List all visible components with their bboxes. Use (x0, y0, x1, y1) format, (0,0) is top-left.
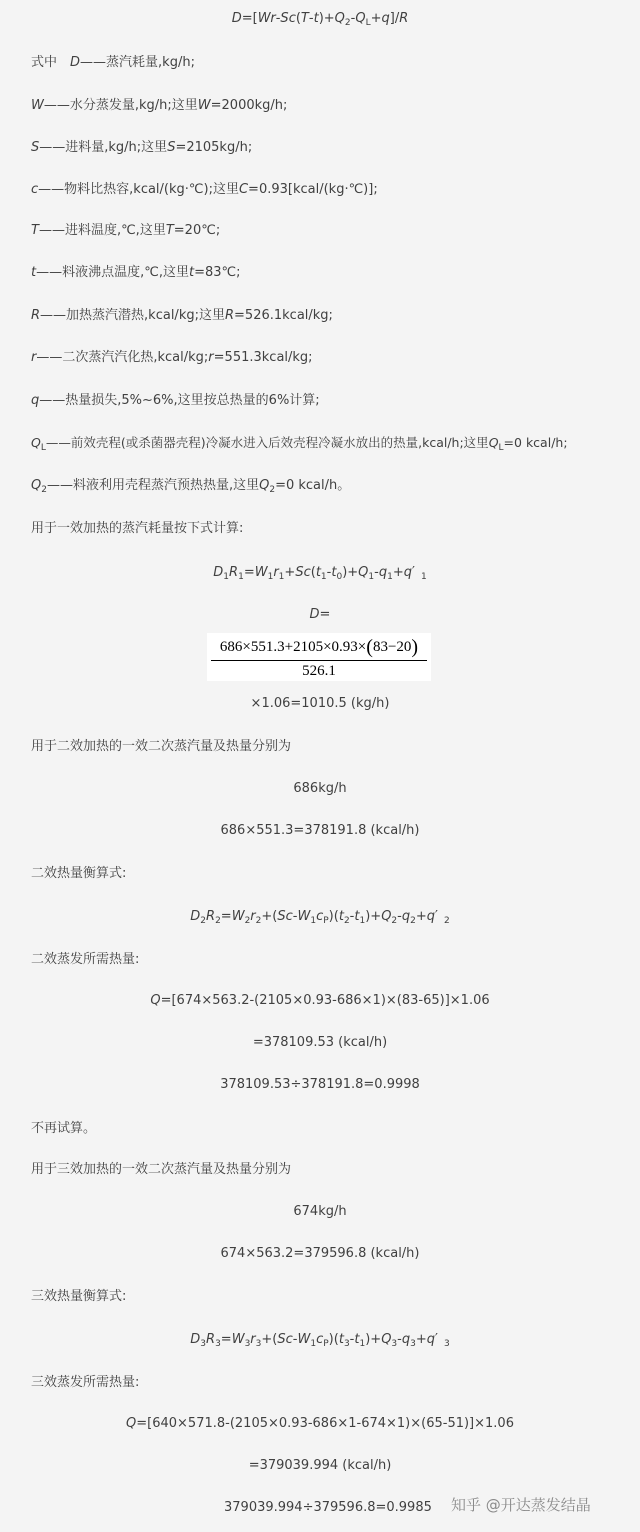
def-t-boil: t——料液沸点温度,℃,这里t=83℃; (31, 265, 241, 280)
def-w: W——水分蒸发量,kg/h;这里W=2000kg/h; (31, 98, 288, 113)
value-378109: =378109.53 (kcal/h) (252, 1035, 388, 1050)
fraction-denominator: 526.1 (302, 663, 336, 679)
value-378191: 686×551.3=378191.8 (kcal/h) (220, 823, 420, 838)
result-effect1: ×1.06=1010.5 (kg/h) (250, 696, 390, 711)
value-379039: =379039.994 (kcal/h) (248, 1458, 392, 1473)
def-r-latent: R——加热蒸汽潜热,kcal/kg;这里R=526.1kcal/kg; (31, 308, 333, 323)
fraction-formula (207, 633, 431, 681)
watermark: 知乎 @开达蒸发结晶 (451, 1496, 591, 1514)
def-r-vapor: r——二次蒸汽汽化热,kcal/kg;r=551.3kcal/kg; (31, 350, 313, 365)
para-effect1: 用于一效加热的蒸汽耗量按下式计算: (31, 521, 244, 536)
def-ql: $Q_L——$前效壳程(或杀菌器壳程)冷凝水进入后效壳程冷凝水放出的热量,kcal/h;这里$Q_L=0$ kcal/h; (31, 435, 568, 453)
para-effect2-vapor: 用于二效加热的一效二次蒸汽量及热量分别为 (31, 739, 292, 754)
para-effect3-vapor: 用于三效加热的一效二次蒸汽量及热量分别为 (31, 1162, 292, 1177)
value-379596: 674×563.2=379596.8 (kcal/h) (220, 1246, 420, 1261)
def-t-feed: T——进料温度,℃,这里T=20℃; (31, 223, 221, 238)
def-c: c——物料比热容,kcal/(kg·℃);这里C=0.93[kcal/(kg·℃)]; (31, 182, 378, 197)
eq-q-effect3: Q=[640×571.8-(2105×0.93-686×1-674×1)×(65-51)]×1.06 (126, 1416, 514, 1431)
def-q2: $Q_2——$料液利用壳程蒸汽预热热量,这里$Q_2=0$ kcal/h。 (31, 478, 351, 495)
main-formula: $D=[Wr-Sc(T-t)+Q_2-Q_L+q]/R$ (231, 11, 409, 28)
def-q-loss: q——热量损失,5%~6%,这里按总热量的6%计算; (31, 393, 320, 408)
para-effect3-heat: 三效蒸发所需热量: (31, 1375, 140, 1390)
para-effect3-balance: 三效热量衡算式: (31, 1289, 127, 1304)
eq-q-effect2: Q=[674×563.2-(2105×0.93-686×1)×(83-65)]×1.06 (150, 993, 490, 1008)
value-686: 686kg/h (293, 781, 347, 796)
ratio-effect3: 379039.994÷379596.8=0.9985 (224, 1500, 432, 1515)
def-s: S——进料量,kg/h;这里S=2105kg/h; (31, 140, 253, 155)
para-effect2-balance: 二效热量衡算式: (31, 866, 127, 881)
fraction-numerator: 686×551.3+2105×0.93×(83−20) (219, 636, 419, 658)
def-d: 式中 D——蒸汽耗量,kg/h; (31, 55, 195, 70)
para-no-retry: 不再试算。 (31, 1121, 97, 1136)
eq-effect2: $D_2R_2=W_2r_2+(Sc-W_1c_P)(t_2-t_1)+Q_2-q_2+q'$ $_2$ (190, 909, 450, 926)
eq-effect1: $D_1R_1=W_1r_1+Sc(t_1-t_0)+Q_1-q_1+q'$ $_1$ (213, 565, 427, 582)
d-equals: D= (309, 607, 331, 622)
ratio-effect2: 378109.53÷378191.8=0.9998 (220, 1077, 420, 1092)
eq-effect3: $D_3R_3=W_3r_3+(Sc-W_1c_P)(t_3-t_1)+Q_3-q_3+q'$ $_3$ (190, 1332, 450, 1349)
para-effect2-heat: 二效蒸发所需热量: (31, 952, 140, 967)
value-674: 674kg/h (293, 1204, 347, 1219)
